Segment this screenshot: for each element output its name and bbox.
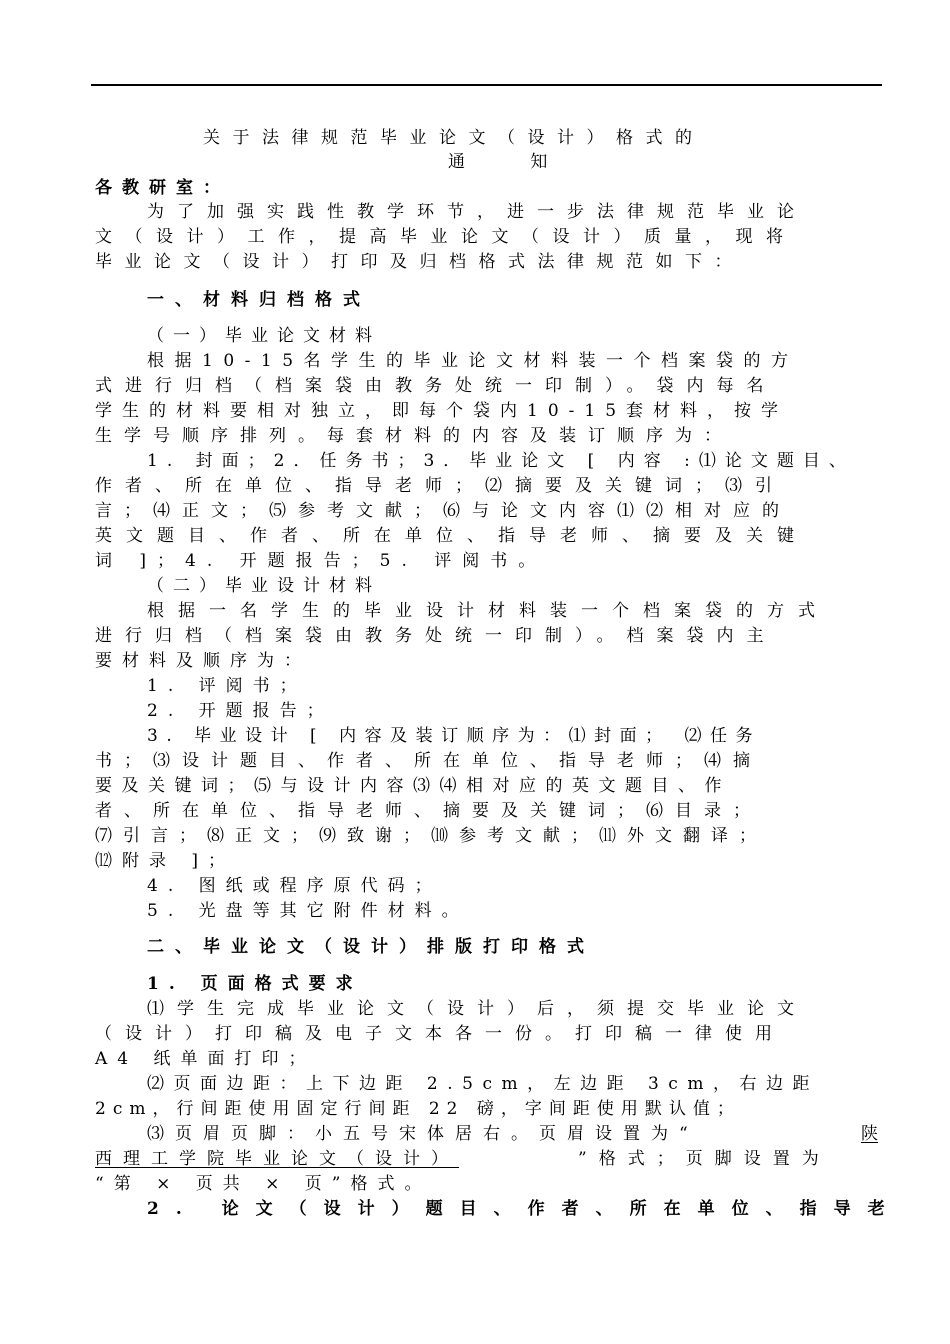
paragraph-line: 学生的材料要相对独立，即每个袋内10-15套材料，按学 (95, 401, 789, 421)
list-item: 1. 评阅书； (147, 676, 307, 696)
list-item: 4. 图纸或程序原代码； (147, 876, 442, 896)
paragraph-line: ⑺引言；⑻正文；⑼致谢；⑽参考文献；⑾外文翻译； (95, 826, 767, 846)
paragraph-line: 根据10-15名学生的毕业论文材料装一个档案袋的方 (147, 351, 799, 371)
paragraph-line: ⑶页眉页脚：小五号宋体居右。页眉设置为“ (147, 1124, 699, 1144)
document-title: 关于法律规范毕业论文（设计）格式的 (203, 128, 705, 148)
paragraph-line: 1. 封面；2．任务书；3．毕业论文 [ 内容 :⑴论文题目、 (147, 451, 855, 471)
subsection-heading: 1. 页面格式要求 (147, 974, 363, 994)
list-item: 3. 毕业设计 [ 内容及装订顺序为：⑴封面； ⑵任务 (147, 726, 761, 746)
paragraph-line: 2cm，行间距使用固定行间距 22 磅，字间距使用默认值； (95, 1099, 741, 1119)
paragraph-line: 词 ]；4. 开题报告；5. 评阅书。 (95, 551, 547, 571)
section-heading: 二、毕业论文（设计）排版打印格式 (147, 937, 595, 957)
paragraph-line: 作者、所在单位、指导老师；⑵摘要及关键词；⑶引 (95, 476, 785, 496)
paragraph-line: “第 × 页共 × 页”格式。 (95, 1174, 432, 1194)
paragraph-line: 言；⑷正文；⑸参考文献；⑹与论文内容⑴⑵相对应的 (95, 501, 791, 521)
paragraph-line: ”格式；页脚设置为 (578, 1149, 831, 1169)
paragraph-line: 要材料及顺序为： (95, 651, 311, 671)
subsection-heading: 2. 论文（设计）题目、作者、所在单位、指导老 (147, 1199, 902, 1219)
paragraph-line: 根据一名学生的毕业设计材料装一个档案袋的方式 (147, 601, 829, 621)
list-item: 2. 开题报告； (147, 701, 334, 721)
paragraph-line: ⑿附录 ]； (95, 851, 236, 871)
paragraph-line: 英文题目、作者、所在单位、指导老师、摘要及关键 (95, 526, 808, 546)
header-example-text: 陕 (861, 1124, 878, 1144)
paragraph-line: ⑵页面边距：上下边距 2.5cm，左边距 3cm，右边距 (147, 1074, 819, 1094)
paragraph-line: 书；⑶设计题目、作者、所在单位、指导老师；⑷摘 (95, 751, 762, 771)
paragraph-line: 文（设计）工作，提高毕业论文（设计）质量，现将 (95, 227, 797, 247)
paragraph-line: 要及关键词；⑸与设计内容⑶⑷相对应的英文题目、作 (95, 776, 731, 796)
paragraph-line: （设计）打印稿及电子文本各一份。打印稿一律使用 (95, 1024, 785, 1044)
paragraph-line: 生学号顺序排列。每套材料的内容及装订顺序为： (95, 426, 733, 446)
salutation: 各教研室： (95, 178, 230, 198)
paragraph-line: 为了加强实践性教学环节，进一步法律规范毕业论 (147, 202, 807, 222)
header-rule (91, 84, 882, 86)
subsection-heading: （二）毕业设计材料 (147, 576, 381, 596)
paragraph-line: 毕业论文（设计）打印及归档格式法律规范如下： (95, 252, 744, 272)
paragraph-line: 进行归档（档案袋由教务处统一印制）。档案袋内主 (95, 626, 777, 646)
subsection-heading: （一）毕业论文材料 (147, 326, 381, 346)
paragraph-line: 者、所在单位、指导老师、摘要及关键词；⑹目录； (95, 801, 762, 821)
list-item: 5. 光盘等其它附件材料。 (147, 901, 469, 921)
paragraph-line: ⑴学生完成毕业论文（设计）后，须提交毕业论文 (147, 999, 807, 1019)
header-example-text: 西理工学院毕业论文（设计） (95, 1149, 459, 1169)
paragraph-line: A4 纸单面打印； (95, 1049, 316, 1069)
document-title-line2: 通 知 (448, 152, 578, 172)
paragraph-line: 式进行归档（档案袋由教务处统一印制）。袋内每名 (95, 376, 777, 396)
section-heading: 一、材料归档格式 (147, 290, 371, 310)
